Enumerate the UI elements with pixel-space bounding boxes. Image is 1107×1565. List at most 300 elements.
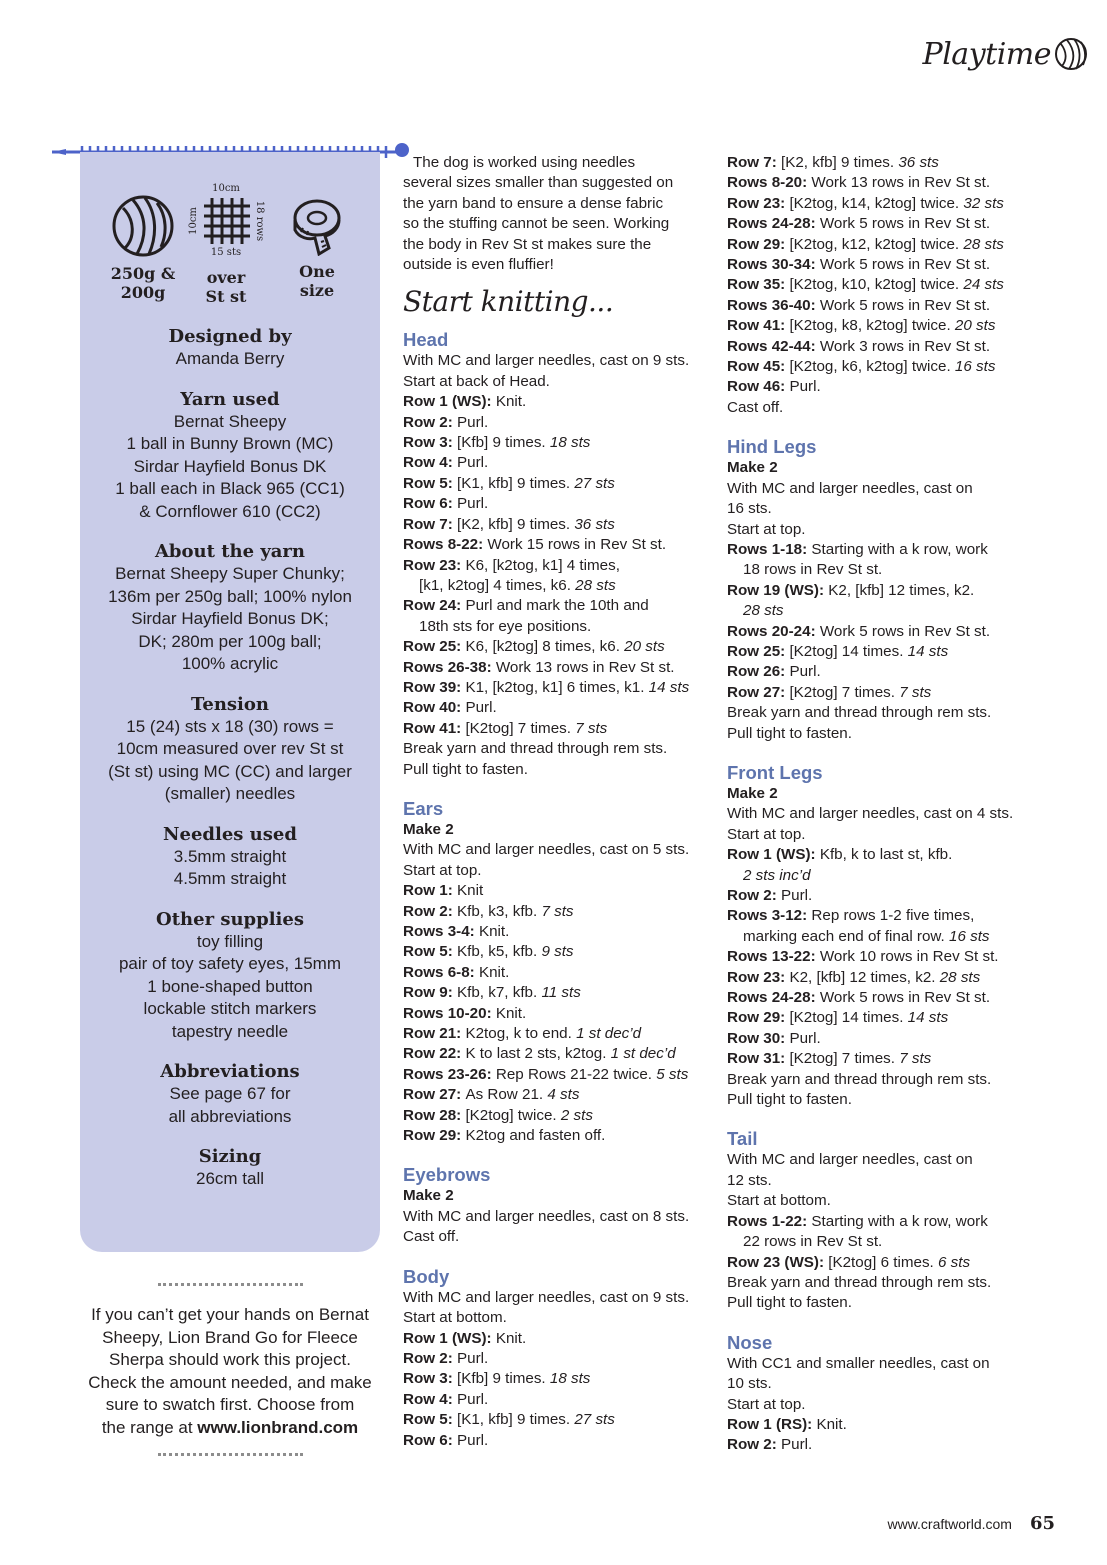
stitch-count: 20 sts [624,638,665,656]
instruction-line [727,968,1047,988]
head-instructions [403,351,713,780]
row-text: Knit [457,882,484,900]
row-text: [K2, kfb] 9 times. [781,154,899,171]
row-text: Work 5 rows in Rev St st. [819,989,991,1007]
divider-bottom [158,1453,303,1457]
section-title: Playtime [922,36,1051,72]
instruction-line [403,576,713,596]
row-text: Start at bottom. [403,1309,507,1327]
row-label: Row 41: [727,317,790,335]
row-label: Rows 42-44: [727,337,820,355]
row-text: [K1, kfb] 9 times. [457,1411,575,1429]
instruction-line [403,1065,713,1085]
row-label: Row 2: [403,902,458,920]
instruction-line [403,1044,713,1064]
row-label: Rows 24-28: [727,989,820,1007]
instruction-line [403,942,713,962]
row-text: Work 10 rows in Rev St st. [819,948,999,966]
ears-instructions [403,820,713,1147]
instruction-line [727,194,1047,214]
row-label: Row 9: [403,984,458,1002]
row-text: [K2tog] twice. [465,1106,561,1124]
instruction-line [727,601,1047,621]
row-text: Work 13 rows in Rev St st. [495,658,675,676]
row-label: Row 3: [403,434,458,452]
instruction-line [403,637,713,657]
row-text: Work 5 rows in Rev St st. [819,256,991,274]
stitch-count: 27 sts [574,474,615,492]
body-instructions-continued [727,153,1047,418]
row-label: Rows 10-20: [403,1004,496,1022]
row-label: Rows 23-26: [403,1065,496,1083]
row-label: Row 2: [727,1436,782,1454]
stitch-count: 7 sts [899,1050,932,1068]
start-knitting-heading: Start knitting... [403,285,614,319]
row-text: 10 sts. [727,1375,772,1393]
row-text: [K2tog, k10, k2tog] twice. [789,276,964,294]
stitch-count: 32 sts [963,194,1004,212]
row-label: Row 6: [403,1431,458,1449]
row-text: Start at bottom. [727,1192,831,1210]
about-yarn-section: About the yarn Bernat Sheepy Super Chunky; 136m per 250g ball; 100% nylon Sirdar Hayfield Bonus DK; DK; 280m per 100g ball; 100% acrylic [108,541,352,673]
instruction-line [403,840,713,860]
instruction-line [403,556,713,576]
row-text: Start at top. [727,1395,806,1413]
row-text: 16 sts. [727,500,772,518]
instruction-line [403,922,713,942]
yarn-weight-info: 250g & 200g [108,192,178,302]
instruction-line [727,825,1047,845]
row-text: K2tog and fasten off. [465,1127,606,1145]
row-text: Pull tight to fasten. [403,760,528,778]
row-label: Row 4: [403,1390,458,1408]
row-text: Pull tight to fasten. [727,1294,852,1312]
eyebrows-heading: Eyebrows [403,1164,491,1186]
instruction-line [403,392,713,412]
row-label: Row 29: [727,235,790,253]
instruction-line [727,153,1047,173]
row-text: Work 5 rows in Rev St st. [819,296,991,314]
row-text: K1, [k2tog, k1] 6 times, k1. [465,678,649,696]
stitch-count: 4 sts [547,1086,580,1104]
row-label: Rows 36-40: [727,296,820,314]
instruction-line [403,453,713,473]
row-label: Row 46: [727,378,790,396]
row-text: With MC and larger needles, cast on 9 sts. [403,1288,690,1306]
row-label: Rows 8-22: [403,536,488,554]
row-text: With MC and larger needles, cast on 4 sts. [727,805,1014,823]
instruction-line [727,560,1047,580]
instruction-line [727,235,1047,255]
stitch-count: 7 sts [899,683,932,701]
instruction-line [403,433,713,453]
row-label: Row 21: [403,1025,466,1043]
row-text: Purl. [457,454,489,472]
row-text: Knit. [495,1329,527,1347]
row-text: Rep rows 1-2 five times, [811,907,975,925]
row-text: [k1, k2tog] 4 times, k6. [419,576,576,594]
row-label: Rows 1-22: [727,1212,812,1230]
row-label: Row 39: [403,678,466,696]
stitch-count: 18 sts [549,1370,591,1388]
row-text: Knit. [495,393,527,411]
row-text: Purl. [789,663,821,681]
body-instructions [403,1288,713,1451]
stitch-count: 16 sts [949,927,990,945]
stitch-count: 9 sts [541,943,574,961]
instruction-line [727,1090,1047,1110]
instruction-line [403,1126,713,1146]
row-text: Purl. [465,699,497,717]
row-label: Row 5: [403,1411,458,1429]
instruction-line [727,642,1047,662]
instruction-line [727,520,1047,540]
intro-text: The dog is worked using needles several sizes smaller than suggested on the yarn band to ensure a dense fabric so the stuffing cannot be seen. Working the body in Rev St st makes sure the outside is even fluffier! [403,154,674,274]
stitch-count: 11 sts [541,984,581,1002]
instruction-line [403,983,713,1003]
row-text: With CC1 and smaller needles, cast on [727,1354,990,1372]
substitute-yarn-note: If you can’t get your hands on Bernat Sheepy, Lion Brand Go for Fleece Sherpa should work this project. Check the amount needed, and make sure to swatch first. Choose from the range at www.lionbrand.com [88,1305,372,1437]
instruction-line [727,296,1047,316]
instruction-line [403,760,713,780]
row-text: [K2, kfb] 9 times. [457,515,575,533]
divider-top [158,1283,303,1287]
row-label: Row 40: [403,699,466,717]
row-text: [K2tog] 7 times. [789,683,900,701]
row-text: 12 sts. [727,1171,772,1189]
row-text: Break yarn and thread through rem sts. [727,1070,992,1088]
stitch-count: 7 sts [575,719,608,737]
row-label: Row 23: [727,194,790,212]
instruction-line [727,1232,1047,1252]
instruction-line [727,1191,1047,1211]
row-text: Pull tight to fasten. [727,1091,852,1109]
instruction-line [403,515,713,535]
instruction-line [727,499,1047,519]
instruction-line [403,535,713,555]
row-text: 18th sts for eye positions. [419,617,592,635]
row-label: Row 1: [403,882,458,900]
instruction-line [403,494,713,514]
stitch-count: 16 sts [954,358,996,376]
stitch-count: 14 sts [907,642,949,660]
row-label: Row 3: [403,1370,458,1388]
row-label: Make 2 [727,459,778,477]
instruction-line [403,820,713,840]
instruction-line [727,214,1047,234]
row-label: Row 24: [403,597,466,615]
row-label: Make 2 [727,784,778,802]
row-text: [K2tog, k14, k2tog] twice. [789,194,964,212]
row-text: As Row 21. [465,1086,548,1104]
row-label: Row 23 (WS): [727,1253,829,1271]
instruction-line [727,337,1047,357]
row-label: Row 26: [727,663,790,681]
instruction-line [403,1329,713,1349]
instruction-line [727,927,1047,947]
row-text: K6, [k2tog] 8 times, k6. [465,638,625,656]
stitch-count: 36 sts [574,515,615,533]
instruction-line [727,886,1047,906]
instruction-line [403,1207,713,1227]
row-text: With MC and larger needles, cast on [727,479,973,497]
row-label: Row 1 (WS): [727,846,820,864]
instruction-line [727,581,1047,601]
row-label: Rows 26-38: [403,658,496,676]
instruction-line [403,1106,713,1126]
needles-section: Needles used 3.5mm straight 4.5mm straight [163,823,297,888]
row-label: Rows 3-12: [727,907,812,925]
instruction-line [403,1369,713,1389]
row-label: Row 25: [403,638,466,656]
info-icons-row [80,182,380,306]
instruction-line [403,474,713,494]
page-number: 65 [1029,1513,1055,1534]
stitch-count: 2 sts [560,1106,593,1124]
row-label: Row 45: [727,358,790,376]
instruction-line [403,902,713,922]
instruction-line [403,1349,713,1369]
row-text: K to last 2 sts, k2tog. [465,1045,611,1063]
stitch-count: 28 sts [963,235,1004,253]
row-label: Row 1 (RS): [727,1415,817,1433]
instruction-line [403,963,713,983]
row-label: Row 30: [727,1029,790,1047]
instruction-line [727,622,1047,642]
row-label: Row 29: [403,1127,466,1145]
row-text: Purl. [457,1390,489,1408]
row-text: Purl. [789,1029,821,1047]
tape-measure-icon [289,198,345,256]
row-label: Row 5: [403,943,458,961]
instruction-line [727,804,1047,824]
row-text: K2, [kfb] 12 times, k2. [789,968,940,986]
row-label: Row 7: [727,154,782,171]
tail-instructions [727,1150,1047,1313]
row-text: [K1, kfb] 9 times. [457,474,575,492]
instruction-line [727,1049,1047,1069]
footer-url[interactable]: www.craftworld.com [887,1516,1012,1532]
row-label: Rows 1-18: [727,540,812,558]
instruction-line [727,1253,1047,1273]
instruction-line [403,1288,713,1308]
row-text: [K2tog] 7 times. [465,719,576,737]
instruction-line [727,1435,1047,1455]
body-heading: Body [403,1265,450,1287]
row-text: Kfb, k to last st, kfb. [819,846,953,864]
row-label: Make 2 [403,1187,454,1205]
stitch-count: 14 sts [648,678,690,696]
row-text: [Kfb] 9 times. [457,1370,550,1388]
stitch-count: 5 sts [656,1065,689,1083]
row-text: [K2tog, k8, k2tog] twice. [789,317,955,335]
row-label: Row 1 (WS): [403,393,496,411]
instruction-line [727,1171,1047,1191]
row-text: Kfb, k3, kfb. [457,902,542,920]
abbreviations-section: Abbreviations See page 67 for all abbreviations [160,1061,300,1126]
row-text: [K2tog] 7 times. [789,1050,900,1068]
row-text: Break yarn and thread through rem sts. [403,740,668,758]
instruction-line [727,1395,1047,1415]
row-text: Work 13 rows in Rev St st. [811,174,991,192]
stitch-count: 28 sts [743,602,784,620]
front-legs-instructions [727,784,1047,1111]
instruction-line [727,988,1047,1008]
row-text: [K2tog, k12, k2tog] twice. [789,235,964,253]
row-label: Rows 20-24: [727,622,820,640]
row-text: Knit. [478,963,510,981]
row-label: Row 2: [403,413,458,431]
stitch-count: 36 sts [898,154,939,171]
row-text: [K2tog] 6 times. [828,1253,938,1271]
instruction-line [727,1070,1047,1090]
row-label: Row 23: [403,556,466,574]
row-label: Rows 30-34: [727,256,820,274]
row-text: K6, [k2tog, k1] 4 times, [465,556,620,574]
instruction-line [403,719,713,739]
row-label: Row 2: [403,1349,458,1367]
tension-info: 10cm 10cm 18 rows 15 sts over St st [188,183,265,306]
row-text: Cast off. [727,398,784,416]
stitch-count: 6 sts [938,1253,971,1271]
head-heading: Head [403,329,449,351]
tail-heading: Tail [727,1128,758,1150]
instruction-line [403,413,713,433]
row-text: [Kfb] 9 times. [457,434,550,452]
instruction-line [727,1029,1047,1049]
row-text: [K2tog, k6, k2tog] twice. [789,358,955,376]
instruction-line [727,1273,1047,1293]
row-label: Row 28: [403,1106,466,1124]
row-label: Row 31: [727,1050,790,1068]
stitch-count: 1 st dec’d [576,1025,642,1043]
row-label: Row 4: [403,454,458,472]
sizing-section: Sizing 26cm tall [195,1146,265,1188]
row-label: Rows 3-4: [403,923,479,940]
lionbrand-link[interactable]: www.lionbrand.com [197,1417,359,1437]
row-text: Rep Rows 21-22 twice. [495,1065,657,1083]
instruction-line [403,372,713,392]
instruction-line [727,1008,1047,1028]
row-label: Row 5: [403,474,458,492]
instruction-line [403,1227,713,1247]
row-text: Starting with a k row, work [811,540,988,558]
row-text: With MC and larger needles, cast on 8 sts. [403,1207,690,1225]
instruction-line [727,398,1047,418]
instruction-line [727,173,1047,193]
page-footer [887,1513,1055,1534]
yarn-ball-logo-icon [1053,36,1089,72]
row-label: Make 2 [403,820,454,838]
row-label: Row 27: [727,683,790,701]
row-text: Work 5 rows in Rev St st. [819,622,991,640]
row-text: Pull tight to fasten. [727,724,852,742]
stitch-count: 7 sts [541,902,574,920]
instruction-line [727,662,1047,682]
row-text: Work 15 rows in Rev St st. [487,536,667,554]
row-label: Row 19 (WS): [727,581,829,599]
nose-heading: Nose [727,1331,773,1353]
row-text: Break yarn and thread through rem sts. [727,1273,992,1291]
instruction-line [727,683,1047,703]
instruction-line [403,1390,713,1410]
row-text: Purl. [457,1431,489,1449]
stitch-count: 2 sts inc’d [743,866,811,884]
instruction-line [727,784,1047,804]
row-label: Row 6: [403,495,458,513]
instruction-line [403,1004,713,1024]
row-label: Row 1 (WS): [403,1329,496,1347]
row-label: Rows 6-8: [403,963,479,981]
stitch-count: 27 sts [574,1411,615,1429]
ears-heading: Ears [403,797,444,819]
instruction-line [403,881,713,901]
row-label: Row 7: [403,515,458,533]
other-supplies-section: Other supplies toy filling pair of toy safety eyes, 15mm 1 bone-shaped button lockable stitch markers tapestry needle [118,908,342,1041]
instruction-line [727,275,1047,295]
instruction-line [403,617,713,637]
eyebrows-instructions [403,1186,713,1247]
hind-legs-heading: Hind Legs [727,436,817,458]
info-sidebar [80,152,380,1252]
instruction-line [403,1431,713,1451]
row-text: Purl and mark the 10th and [465,597,649,615]
instruction-line [727,1212,1047,1232]
row-label: Rows 8-20: [727,174,812,192]
size-info: One size [282,198,352,300]
row-label: Row 22: [403,1045,466,1063]
row-label: Row 35: [727,276,790,294]
instruction-line [727,703,1047,723]
instruction-line [403,739,713,759]
row-text: [K2tog] 14 times. [789,642,908,660]
instruction-line [727,1354,1047,1374]
row-text: Cast off. [403,1228,460,1246]
row-text: With MC and larger needles, cast on [727,1151,973,1169]
instruction-line [403,1308,713,1328]
row-text: Knit. [816,1415,847,1433]
instruction-line [403,351,713,371]
yarn-used-section: Yarn used Bernat Sheepy 1 ball in Bunny Brown (MC) Sirdar Hayfield Bonus DK 1 ball each in Black 965 (CC1) & Cornflower 610 (CC2) [115,388,345,521]
row-text: Purl. [457,1349,489,1367]
section-logo [923,36,1089,72]
front-legs-heading: Front Legs [727,761,823,783]
instruction-line [727,845,1047,865]
instruction-line [727,357,1047,377]
instruction-line [727,479,1047,499]
row-label: Row 25: [727,642,790,660]
designer-section: Designed by Amanda Berry [168,326,292,368]
instruction-line [403,861,713,881]
row-text: Work 3 rows in Rev St st. [819,337,991,355]
instruction-line [727,316,1047,336]
instruction-line [727,1415,1047,1435]
row-text: Break yarn and thread through rem sts. [727,704,992,722]
yarn-ball-icon [111,194,175,258]
instruction-line [403,1410,713,1430]
stitch-count: 24 sts [963,276,1004,294]
tension-section: Tension 15 (24) sts x 18 (30) rows = 10cm measured over rev St st (St st) using MC (CC) and larger (smaller) needles [108,693,352,803]
instruction-line [403,1024,713,1044]
row-label: Row 23: [727,968,790,986]
instruction-line [727,947,1047,967]
row-text: [K2tog] 14 times. [789,1009,908,1027]
row-text: Kfb, k7, kfb. [457,984,542,1002]
instruction-line [727,1374,1047,1394]
row-text: Purl. [781,1436,813,1454]
instruction-line [727,1150,1047,1170]
row-text: Start at top. [403,861,482,879]
